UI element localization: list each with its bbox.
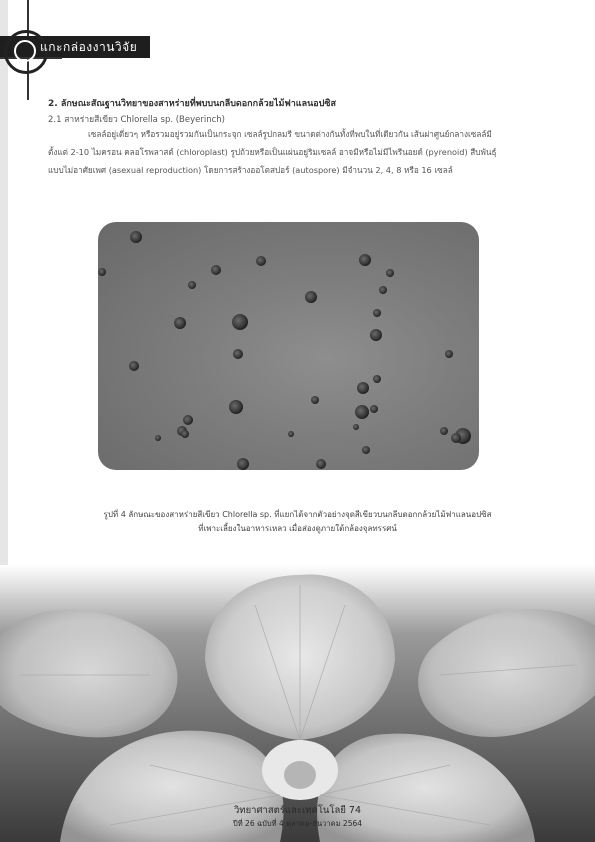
issue-info: ปีที่ 26 ฉบับที่ 4 ตุลาคม-ธันวาคม 2564 (232, 819, 363, 828)
section-heading: 2. ลักษณะสัณฐานวิทยาของสาหร่ายที่พบบนกลีบดอกกล้วยไม้ฟาแลนอปซิส (48, 99, 336, 109)
journal-name: วิทยาศาสตร์และเทคโนโลยี 74 (233, 805, 362, 816)
target-logo-inner-icon (14, 40, 36, 62)
micrograph-image (98, 222, 479, 470)
orchid-artwork (0, 565, 595, 842)
subsection-heading: 2.1 สาหร่ายสีเขียว Chlorella sp. (Beyerinch) (48, 115, 226, 125)
paragraph-line-3: แบบไม่อาศัยเพศ (asexual reproduction) โดยการสร้างออโตสปอร์ (autospore) มีจำนวน 2, 4, 8 หรือ 16 เซลล์ (48, 165, 453, 175)
paragraph-line-1: เซลล์อยู่เดี่ยวๆ หรือรวมอยู่รวมกันเป็นกระจุก เซลล์รูปกลมรี ขนาดต่างกันทั้งที่พบในที่เดียวกัน เส้นผ่าศูนย์กลางเซลล์มี (88, 129, 492, 139)
figure-caption-line-1: รูปที่ 4 ลักษณะของสาหร่ายสีเขียว Chlorella sp. ที่แยกได้จากตัวอย่างจุดสีเขียวบนกลีบดอกกล้วยไม้ฟาแลนอปซิส (103, 510, 492, 519)
section-label: แกะกล่องงานวิจัย (40, 40, 138, 54)
figure-caption-line-2: ที่เพาะเลี้ยงในอาหารเหลว เมื่อส่องดูภายใต้กล้องจุลทรรศน์ (198, 524, 397, 533)
micrograph-cells (98, 222, 479, 470)
paragraph-line-2: ตั้งแต่ 2-10 ไมครอน คลอโรพลาสต์ (chloroplast) รูปถ้วยหรือเป็นแผ่นอยู่ริมเซลล์ อาจมีหรือไม่มีไพรีนอยด์ (pyrenoid) สืบพันธุ์ (48, 147, 497, 157)
